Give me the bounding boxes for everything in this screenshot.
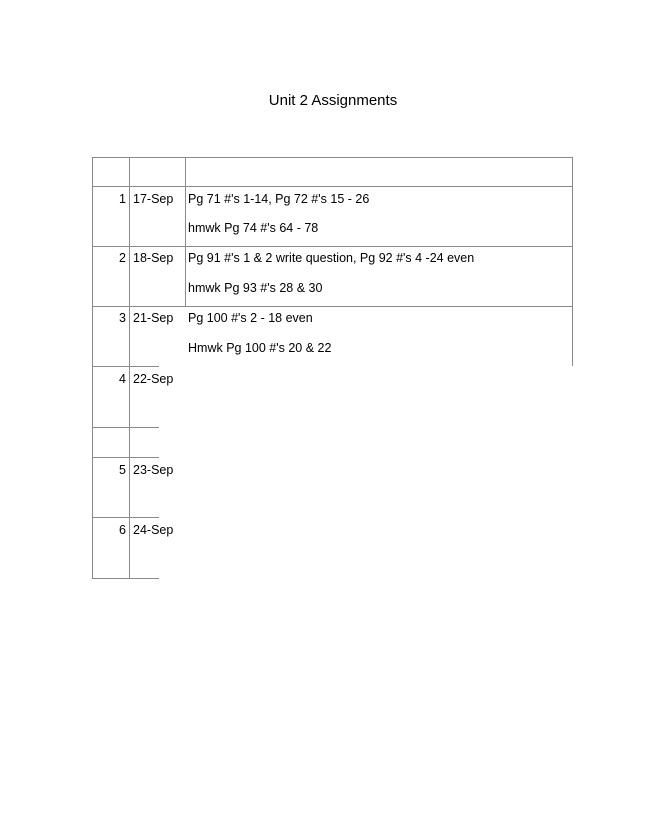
table-row-divider	[92, 186, 573, 187]
row-assignment: Pg 100 #'s 2 - 18 even	[188, 311, 313, 325]
row-date: 24-Sep	[133, 523, 174, 537]
table-row-divider	[92, 427, 159, 428]
row-homework: hmwk Pg 93 #'s 28 & 30	[188, 281, 323, 295]
row-date: 23-Sep	[133, 463, 174, 477]
row-date: 21-Sep	[133, 311, 174, 325]
table-row-divider	[92, 306, 573, 307]
row-homework: hmwk Pg 74 #'s 64 - 78	[188, 221, 319, 235]
table-row-divider	[92, 246, 573, 247]
row-number: 1	[119, 192, 126, 206]
table-row-divider	[92, 366, 159, 367]
table-border-right	[572, 157, 573, 366]
row-assignment: Pg 71 #'s 1-14, Pg 72 #'s 15 - 26	[188, 192, 370, 206]
table-border-left	[92, 157, 93, 578]
page-title: Unit 2 Assignments	[268, 92, 398, 109]
row-number: 5	[119, 463, 126, 477]
table-column-divider	[129, 157, 130, 578]
row-number: 4	[119, 372, 126, 386]
table-column-divider	[185, 157, 186, 306]
table-row-divider	[92, 457, 159, 458]
table-row-divider	[92, 517, 159, 518]
table-border-bottom	[92, 578, 159, 579]
row-number: 2	[119, 251, 126, 265]
row-date: 22-Sep	[133, 372, 174, 386]
row-number: 6	[119, 523, 126, 537]
row-date: 18-Sep	[133, 251, 174, 265]
table-border-top	[92, 157, 573, 158]
row-number: 3	[119, 311, 126, 325]
row-assignment: Pg 91 #'s 1 & 2 write question, Pg 92 #'s 4 -24 even	[188, 251, 475, 265]
row-homework: Hmwk Pg 100 #'s 20 & 22	[188, 341, 332, 355]
row-date: 17-Sep	[133, 192, 174, 206]
